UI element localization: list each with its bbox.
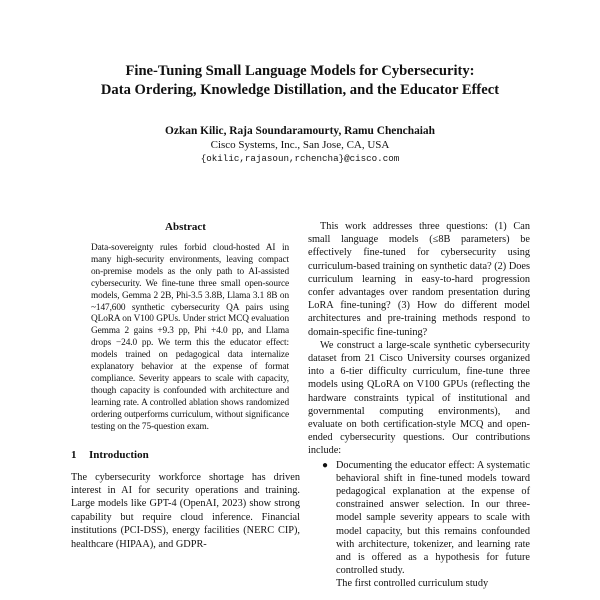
list-item-text: Documenting the educator effect: A systematic behavioral shift in fine-tuned models toward pedagogical explanation at the expense of constrained answer selection. In our three-model sample severity appears to scale with model capacity, but this remains confounded with architecture, tokenizer, and learning rate and is offered as a hypothesis for future controlled study. [336,459,530,577]
list-item-truncated: The first controlled curriculum study [336,578,489,590]
introduction-body: The cybersecurity workforce shortage has driven interest in AI for security operations and training. Large models like GPT-4 (OpenAI, 2023) show strong capability but require cloud inference. Financial institutions (PCI-DSS), energy facilities (NERC CIP), healthcare (HIPAA), and GDPR- [71,471,300,550]
contributions-list [308,459,530,591]
paper-title-line-1: Fine-Tuning Small Language Models for Cybersecurity: [125,63,475,79]
introduction-heading [71,448,300,462]
section-title: Introduction [89,448,149,461]
paper-title [40,62,560,100]
bullet-icon: ● [322,459,329,471]
section-number: 1 [71,448,77,461]
left-column [71,220,300,551]
abstract-body: Data-sovereignty rules forbid cloud-hosted AI in many high-security environments, leaving compact on-premise models as the only path to AI-assisted cybersecurity. We fine-tune three small open-source models, Gemma 2 2B, Phi-3.5 3.8B, Llama 3.1 8B on ~147,600 synthetic cybersecurity QA pairs using QLoRA on V100 GPUs. Under strict MCQ evaluation Gemma 2 gains +9.3 pp, Phi +4.0 pp, and Llama drops −24.0 pp. We term this the educator effect: models trained on pedagogical data internalize explanatory behavior at the expense of format compliance. Severity appears to scale with capacity, though capacity is confounded with architecture and learning rate. A controlled ablation shows randomized ordering outperforms curriculum, without significance testing on the 75-question exam. [91,243,289,432]
abstract-heading: Abstract [165,221,206,233]
research-questions-paragraph: This work addresses three questions: (1) Can small language models (≤8B parameters) be effectively fine-tuned for cybersecurity using curriculum-based training on synthetic data? (2) Does curriculum learning in easy-to-hard progression confer advantages over random presentation during LoRA fine-tuning? (3) How do different model architectures and pre-training methods respond to domain-specific fine-tuning? [308,221,530,338]
paper-title-line-2: Data Ordering, Knowledge Distillation, and the Educator Effect [100,82,500,98]
paper-affiliation: Cisco Systems, Inc., San Jose, CA, USA [210,139,390,151]
paper-email: {okilic,rajasoun,rchencha}@cisco.com [200,153,400,164]
contributions-paragraph: We construct a large-scale synthetic cybersecurity dataset from 21 Cisco University courses organized into a 6-tier difficulty curriculum, fine-tune three models using QLoRA on V100 GPUs (reflecting the hardware constraints typical of institutional and governmental computing environments), and evaluate on both certification-style MCQ and open-ended cybersecurity questions. Our contributions include: [308,339,530,457]
list-item [308,459,530,578]
right-column [308,220,530,591]
paper-authors: Ozkan Kilic, Raja Soundaramourty, Ramu Chenchaiah [165,125,435,137]
